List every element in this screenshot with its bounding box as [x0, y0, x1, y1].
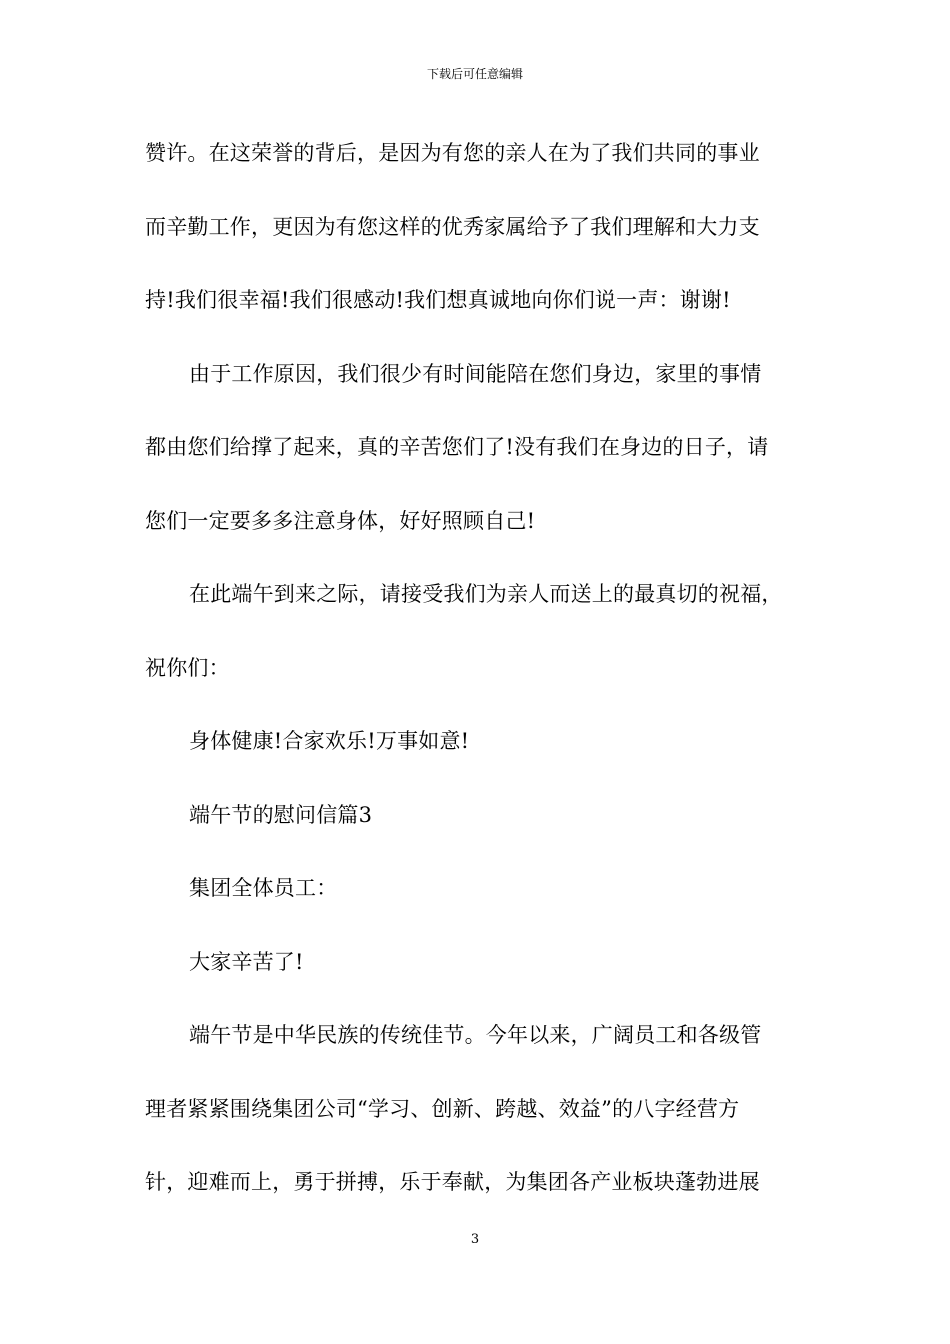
text-line: 您们一定要多多注意身体，好好照顾自己! — [145, 508, 536, 533]
page-number: 3 — [470, 1232, 480, 1247]
text-line: 理者紧紧围绕集团公司“学习、创新、跨越、效益”的八字经营方 — [145, 1096, 740, 1121]
text-line: 赞许。在这荣誉的背后，是因为有您的亲人在为了我们共同的事业 — [145, 141, 760, 165]
text-line: 身体健康!合家欢乐!万事如意! — [189, 729, 470, 753]
text-line: 祝你们： — [145, 655, 230, 680]
text-line: 都由您们给撑了起来，真的辛苦您们了!没有我们在身边的日子，请 — [145, 435, 769, 459]
page-header: 下载后可任意编辑 — [426, 67, 523, 81]
document-body — [145, 131, 813, 1234]
text-line: 而辛勤工作，更因为有您这样的优秀家属给予了我们理解和大力支 — [145, 214, 760, 239]
greeting: 大家辛苦了! — [189, 949, 304, 974]
salutation: 集团全体员工： — [189, 876, 338, 900]
text-line: 端午节是中华民族的传统佳节。今年以来，广阔员工和各级管 — [189, 1023, 762, 1047]
text-line: 在此端午到来之际，请接受我们为亲人而送上的最真切的祝福， — [189, 582, 783, 606]
section-heading: 端午节的慰问信篇3 — [189, 802, 373, 827]
text-line: 针，迎难而上，勇于拼搏，乐于奉献，为集团各产业板块蓬勃进展 — [145, 1170, 760, 1194]
text-line: 由于工作原因，我们很少有时间能陪在您们身边，家里的事情 — [189, 361, 762, 386]
text-line: 持!我们很幸福!我们很感动!我们想真诚地向你们说一声：谢谢! — [145, 288, 731, 312]
